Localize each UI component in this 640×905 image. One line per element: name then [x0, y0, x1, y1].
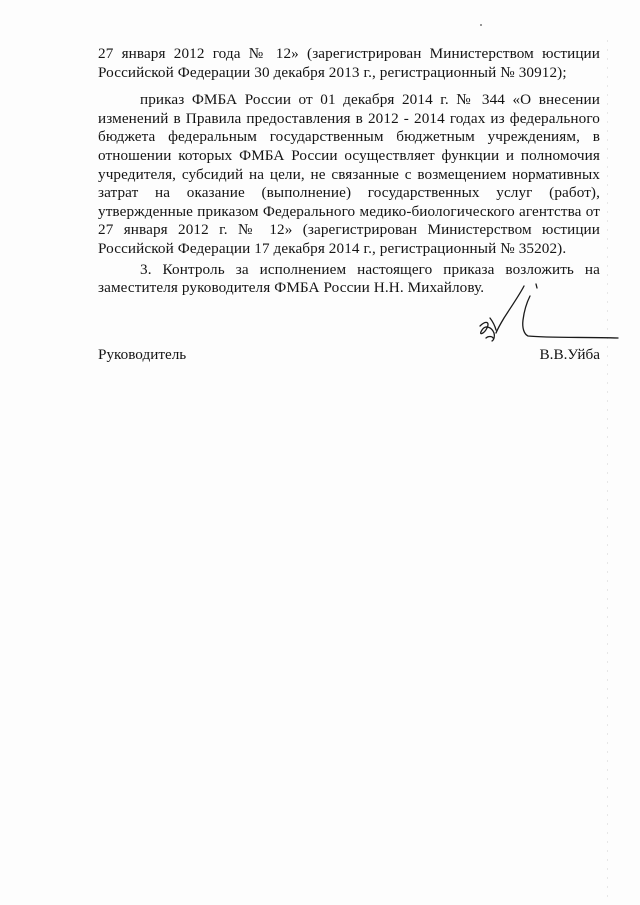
text-line: заместителя руководителя ФМБА России Н.Н. Михайлову. [98, 279, 485, 297]
text-line: затрат на оказание (выполнение) государственных услуг (работ), [98, 184, 600, 202]
text-line: Российской Федерации 17 декабря 2014 г., регистрационный № 35202). [98, 239, 567, 257]
text-line: отношении которых ФМБА России осуществляет функции и полномочия [98, 146, 600, 164]
paragraph-order-344 [98, 91, 600, 258]
scan-artifact [480, 24, 482, 26]
text-line: приказ ФМБА России от 01 декабря 2014 г. № 344 «О внесении [140, 91, 600, 109]
signatory-name: В.В.Уйба [539, 346, 600, 363]
text-line: Российской Федерации 30 декабря 2013 г., регистрационный № 30912); [98, 63, 567, 81]
text-line: утвержденные приказом Федерального медико-биологического агентства от [98, 202, 600, 220]
text-line: изменений в Правила предоставления в 2012 - 2014 годах из федерального [98, 109, 600, 127]
signatory-title: Руководитель [98, 346, 187, 363]
document-body [98, 45, 600, 298]
text-line: 27 января 2012 года № 12» (зарегистрирован Министерством юстиции [98, 45, 600, 62]
text-line: учредителя, субсидий на цели, не связанные с возмещением нормативных [98, 165, 600, 183]
text-line: 27 января 2012 г. № 12» (зарегистрирован Министерством юстиции [98, 221, 600, 239]
text-line: бюджета федеральным государственным бюджетным учреждениям, в [98, 128, 600, 146]
text-line: 3. Контроль за исполнением настоящего приказа возложить на [140, 260, 600, 278]
handwritten-signature [468, 278, 623, 348]
paragraph-continuation [98, 45, 600, 82]
scan-artifact-edge [607, 40, 608, 900]
